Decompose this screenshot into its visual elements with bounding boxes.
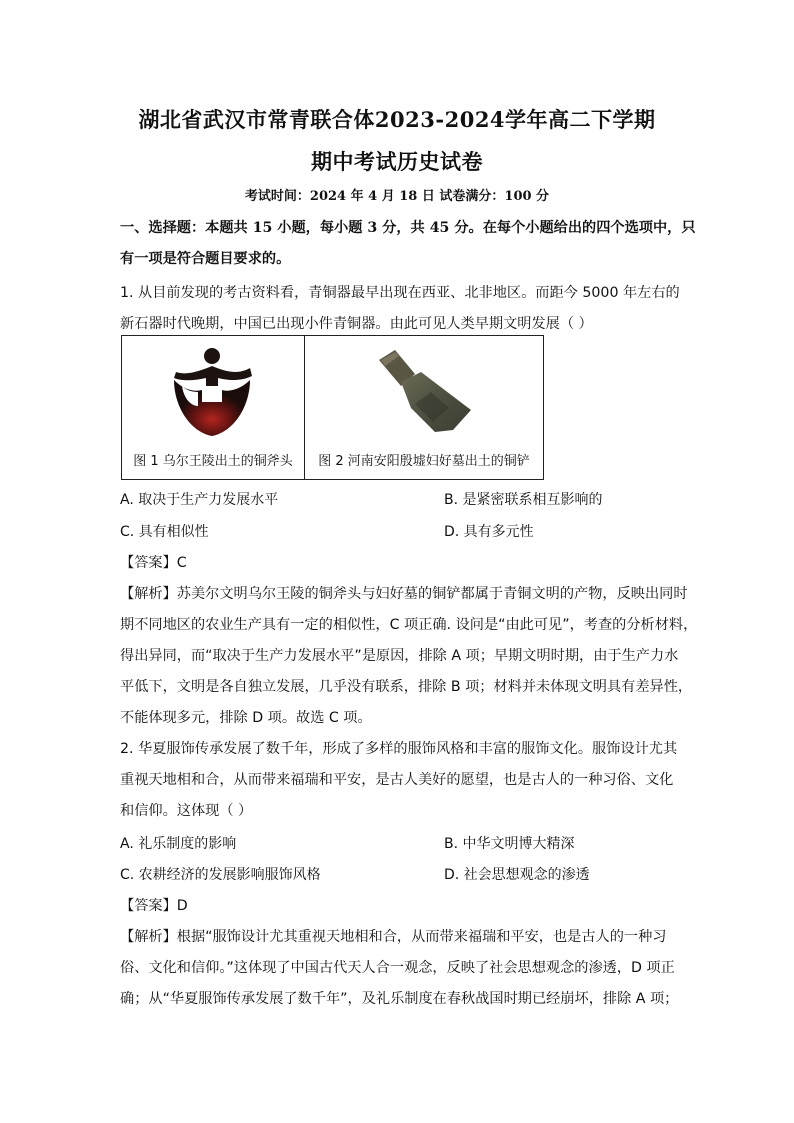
q2-stem-line1: 2. 华夏服饰传承发展了数千年，形成了多样的服饰风格和丰富的服饰文化。服饰设计尤其 — [120, 741, 678, 757]
exam-title-line2: 期中考试历史试卷 — [311, 149, 483, 174]
figure-1-cell — [122, 336, 305, 479]
q1-option-d[interactable]: D. 具有多元性 — [444, 524, 534, 540]
q1-stem-line1: 1. 从目前发现的考古资料看，青铜器最早出现在西亚、北非地区。而距今 5000 年左右的 — [120, 285, 680, 301]
bronze-axe-head-image — [166, 346, 258, 442]
q1-answer: 【答案】C — [120, 555, 187, 571]
exam-title-line1: 湖北省武汉市常青联合体2023-2024学年高二下学期 — [138, 107, 656, 132]
q2-option-d[interactable]: D. 社会思想观念的渗透 — [444, 867, 590, 883]
q1-figure-table — [121, 335, 544, 480]
q1-option-c[interactable]: C. 具有相似性 — [120, 524, 209, 540]
figure-1-caption: 图 1 乌尔王陵出土的铜斧头 — [133, 454, 293, 469]
q2-stem-line3: 和信仰。这体现（ ） — [120, 803, 253, 819]
figure-2-caption: 图 2 河南安阳殷墟妇好墓出土的铜铲 — [318, 454, 530, 469]
q2-option-c[interactable]: C. 农耕经济的发展影响服饰风格 — [120, 867, 321, 883]
q2-option-b[interactable]: B. 中华文明博大精深 — [444, 836, 575, 852]
exam-meta: 考试时间：2024 年 4 月 18 日 试卷满分：100 分 — [244, 189, 550, 204]
q2-option-a[interactable]: A. 礼乐制度的影响 — [120, 836, 237, 852]
section-heading-line2: 有一项是符合题目要求的。 — [120, 251, 291, 267]
figure-2-cell — [305, 336, 543, 479]
q2-analysis-line1: 【解析】根据“服饰设计尤其重视天地相和合，从而带来福瑞和平安，也是古人的一种习 — [120, 929, 667, 945]
bronze-spade-image — [371, 346, 477, 434]
q1-analysis-line5: 不能体现多元，排除 D 项。故选 C 项。 — [120, 710, 372, 726]
q1-stem-line2: 新石器时代晚期，中国已出现小件青铜器。由此可见人类早期文明发展（ ） — [120, 316, 593, 332]
q2-answer: 【答案】D — [120, 898, 188, 914]
q1-option-a[interactable]: A. 取决于生产力发展水平 — [120, 492, 279, 508]
q1-analysis-line4: 平低下，文明是各自独立发展，几乎没有联系，排除 B 项；材料并未体现文明具有差异性， — [120, 679, 693, 695]
q1-analysis-line3: 得出异同，而“取决于生产力发展水平”是原因，排除 A 项；早期文明时期，由于生产力水 — [120, 648, 679, 664]
q2-analysis-line2: 俗、文化和信仰。”这体现了中国古代天人合一观念，反映了社会思想观念的渗透，D 项正 — [120, 960, 675, 976]
q1-analysis-line1: 【解析】苏美尔文明乌尔王陵的铜斧头与妇好墓的铜铲都属于青铜文明的产物，反映出同时 — [120, 586, 688, 602]
q2-analysis-line3: 确；从“华夏服饰传承发展了数千年”，及礼乐制度在春秋战国时期已经崩坏，排除 A 项； — [120, 991, 679, 1007]
q1-option-b[interactable]: B. 是紧密联系相互影响的 — [444, 492, 603, 508]
section-heading-line1: 一、选择题：本题共 15 小题，每小题 3 分，共 45 分。在每个小题给出的四个选项中，只 — [120, 220, 696, 236]
q2-stem-line2: 重视天地相和合，从而带来福瑞和平安，是古人美好的愿望，也是古人的一种习俗、文化 — [120, 772, 674, 788]
q1-analysis-line2: 期不同地区的农业生产具有一定的相似性，C 项正确. 设问是“由此可见”，考查的分析材料， — [120, 617, 698, 633]
